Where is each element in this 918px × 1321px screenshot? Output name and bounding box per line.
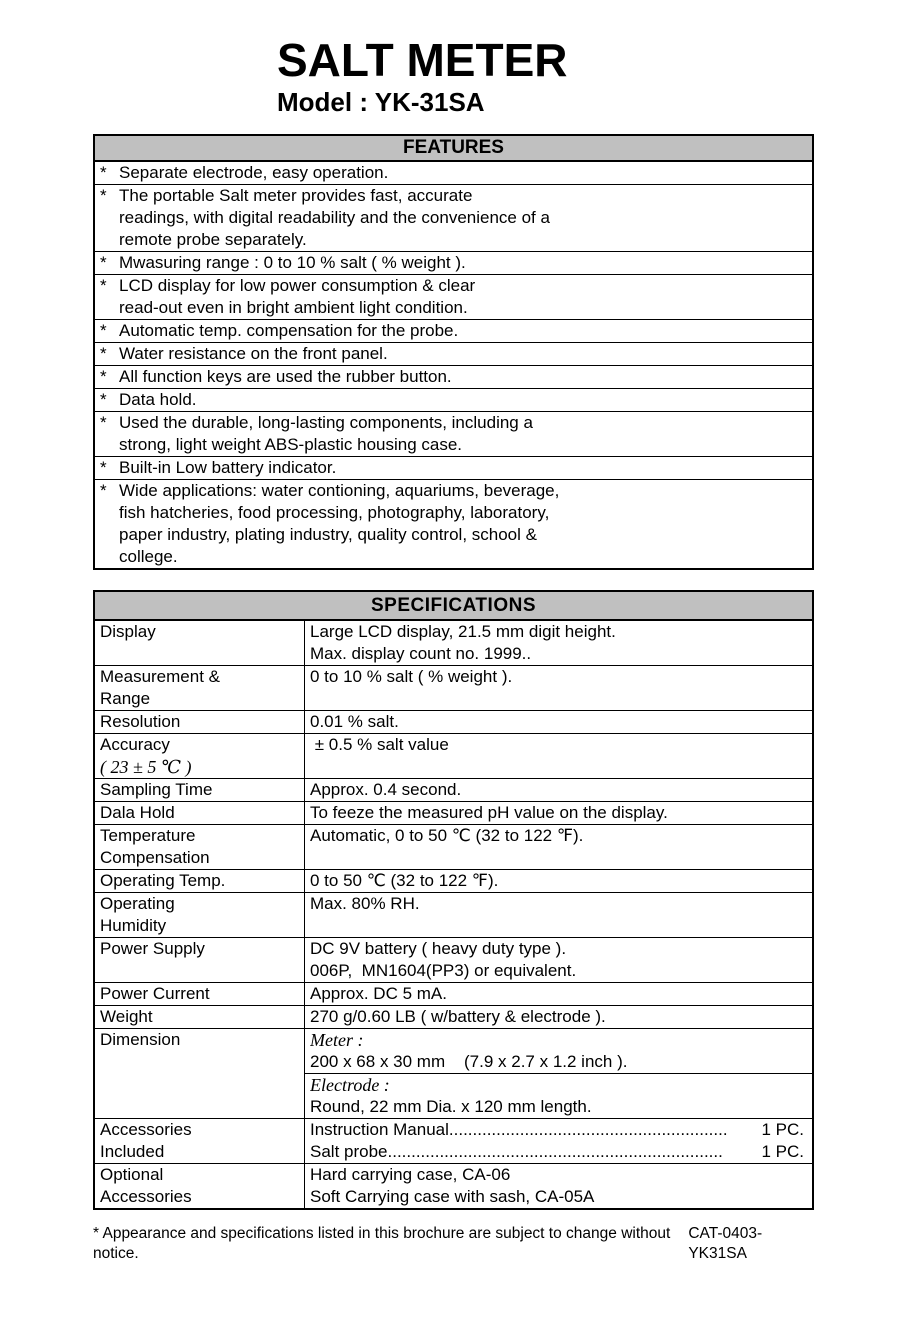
spec-label-line: Power Supply	[100, 939, 205, 958]
spec-value-cell	[305, 1029, 812, 1118]
feature-row	[95, 342, 812, 365]
feature-line: The portable Salt meter provides fast, accurate	[119, 186, 473, 205]
feature-line: LCD display for low power consumption & clear	[119, 276, 476, 295]
feature-line: Wide applications: water contioning, aquariums, beverage,	[119, 481, 560, 500]
spec-label-cell	[95, 779, 305, 801]
feature-text	[119, 366, 812, 388]
features-header: FEATURES	[95, 136, 812, 162]
spec-value-cell	[305, 1119, 812, 1163]
spec-value-text: 0.01 % salt.	[310, 712, 399, 731]
spec-row	[95, 982, 812, 1005]
spec-value-cell	[305, 983, 812, 1005]
feature-line: All function keys are used the rubber button.	[119, 367, 452, 386]
footer	[93, 1224, 814, 1264]
spec-label-cell	[95, 1164, 305, 1208]
spec-row	[95, 937, 812, 982]
model-subtitle: Model : YK-31SA	[277, 87, 485, 117]
feature-text	[119, 457, 812, 479]
footer-note: * Appearance and specifications listed in this brochure are subject to change without notice.	[93, 1225, 671, 1262]
spec-value-cell	[305, 1164, 812, 1208]
spec-label-line: Range	[100, 689, 151, 708]
spec-value-line	[310, 1096, 812, 1118]
asterisk-bullet: *	[100, 458, 107, 477]
feature-row	[95, 251, 812, 274]
spec-label-line: Weight	[100, 1007, 153, 1026]
feature-row	[95, 365, 812, 388]
feature-text	[119, 185, 812, 251]
spec-label-cell	[95, 621, 305, 665]
spec-value-line	[310, 960, 812, 982]
feature-line: readings, with digital readability and the convenience of a	[119, 208, 550, 227]
spec-label-line: Compensation	[100, 848, 210, 867]
spec-value-block	[305, 734, 812, 756]
spec-value-block	[305, 870, 812, 892]
feature-line: Built-in Low battery indicator.	[119, 458, 337, 477]
spec-value-line	[310, 870, 812, 892]
spec-value-text: 200 x 68 x 30 mm (7.9 x 2.7 x 1.2 inch ).	[310, 1052, 628, 1071]
feature-line: college.	[119, 547, 178, 566]
spec-label-cell	[95, 666, 305, 710]
spec-value-line	[310, 1141, 812, 1163]
spec-value-text: Soft Carrying case with sash, CA-05A	[310, 1187, 595, 1206]
asterisk-bullet: *	[100, 186, 107, 205]
spec-value-line	[310, 1006, 812, 1028]
spec-value-qty: 1 PC.	[761, 1120, 804, 1139]
spec-value-line	[310, 825, 812, 847]
feature-text	[119, 389, 812, 411]
spec-value-line	[310, 779, 812, 801]
spec-value-text: Round, 22 mm Dia. x 120 mm length.	[310, 1097, 592, 1116]
spec-value-block	[305, 1073, 812, 1118]
spec-value-text: Approx. 0.4 second.	[310, 780, 462, 799]
spec-value-line	[310, 666, 812, 688]
spec-value-line	[310, 621, 812, 643]
spec-value-block	[305, 825, 812, 847]
spec-label-line: Accessories	[100, 1120, 192, 1139]
spec-label-cell	[95, 734, 305, 778]
feature-text	[119, 162, 812, 184]
spec-label-cell	[95, 1119, 305, 1163]
footer-catalog-code: CAT-0403-YK31SA	[688, 1225, 763, 1262]
feature-row	[95, 319, 812, 342]
spec-value-line	[310, 711, 812, 733]
spec-value-block	[305, 802, 812, 824]
spec-label-cell	[95, 825, 305, 869]
specifications-rows	[95, 621, 812, 1208]
spec-value-line	[310, 893, 812, 915]
spec-label-line: Power Current	[100, 984, 210, 1003]
spec-value-text: Automatic, 0 to 50 ℃ (32 to 122 ℉).	[310, 826, 584, 845]
spec-label-line: Accuracy	[100, 735, 170, 754]
spec-row	[95, 1118, 812, 1163]
spec-label-line: Dala Hold	[100, 803, 175, 822]
feature-row	[95, 184, 812, 251]
spec-label-cell	[95, 1029, 305, 1118]
spec-value-text: Max. 80% RH.	[310, 894, 420, 913]
spec-value-text: DC 9V battery ( heavy duty type ).	[310, 939, 567, 958]
feature-row	[95, 274, 812, 319]
asterisk-bullet: *	[100, 253, 107, 272]
spec-label-cell	[95, 1006, 305, 1028]
spec-row	[95, 778, 812, 801]
feature-text	[119, 412, 812, 456]
spec-value-cell	[305, 779, 812, 801]
spec-row	[95, 869, 812, 892]
spec-value-cell	[305, 938, 812, 982]
asterisk-bullet: *	[100, 276, 107, 295]
feature-row	[95, 411, 812, 456]
feature-line: Used the durable, long-lasting components, including a	[119, 413, 533, 432]
spec-value-text: 270 g/0.60 LB ( w/battery & electrode ).	[310, 1007, 606, 1026]
asterisk-bullet: *	[100, 367, 107, 386]
spec-value-block	[305, 983, 812, 1005]
spec-value-cell	[305, 621, 812, 665]
feature-text	[119, 343, 812, 365]
spec-value-block	[305, 711, 812, 733]
spec-row	[95, 892, 812, 937]
spec-value-line	[310, 983, 812, 1005]
spec-row	[95, 665, 812, 710]
spec-value-line	[310, 1074, 812, 1096]
spec-label-cell	[95, 870, 305, 892]
spec-label-cell	[95, 983, 305, 1005]
spec-value-block	[305, 666, 812, 688]
asterisk-bullet: *	[100, 481, 107, 500]
spec-value-line	[310, 1029, 812, 1051]
feature-line: Water resistance on the front panel.	[119, 344, 388, 363]
features-list	[95, 162, 812, 568]
spec-row	[95, 710, 812, 733]
asterisk-bullet: *	[100, 413, 107, 432]
spec-value-line	[310, 734, 812, 756]
spec-value-line	[310, 938, 812, 960]
spec-value-cell	[305, 734, 812, 778]
spec-value-cell	[305, 893, 812, 937]
spec-value-block	[305, 1164, 812, 1208]
asterisk-bullet: *	[100, 344, 107, 363]
spec-value-cell	[305, 666, 812, 710]
asterisk-bullet: *	[100, 390, 107, 409]
spec-label-line: Operating Temp.	[100, 871, 226, 890]
spec-value-text: Max. display count no. 1999..	[310, 644, 532, 663]
feature-text	[119, 252, 812, 274]
feature-row	[95, 162, 812, 184]
spec-value-text: 0 to 10 % salt ( % weight ).	[310, 667, 513, 686]
spec-value-block	[305, 893, 812, 915]
spec-row	[95, 733, 812, 778]
feature-row	[95, 388, 812, 411]
spec-value-cell	[305, 711, 812, 733]
feature-row	[95, 479, 812, 568]
spec-value-line	[310, 802, 812, 824]
spec-label-line: Display	[100, 622, 156, 641]
spec-label-line: Included	[100, 1142, 165, 1161]
spec-label-cell	[95, 802, 305, 824]
spec-value-line	[310, 1051, 812, 1073]
spec-label-line: Operating	[100, 894, 175, 913]
spec-value-cell	[305, 802, 812, 824]
spec-label-line: Accessories	[100, 1187, 192, 1206]
spec-value-block	[305, 1119, 812, 1163]
spec-value-text: 006P, MN1604(PP3) or equivalent.	[310, 961, 577, 980]
spec-value-text: Salt probe.......................................................................	[310, 1142, 723, 1161]
spec-value-text: Approx. DC 5 mA.	[310, 984, 447, 1003]
feature-line: paper industry, plating industry, quality control, school &	[119, 525, 537, 544]
spec-value-qty: 1 PC.	[761, 1142, 804, 1161]
feature-line: Automatic temp. compensation for the probe.	[119, 321, 459, 340]
spec-value-line	[310, 643, 812, 665]
spec-value-cell	[305, 870, 812, 892]
spec-value-text: Hard carrying case, CA-06	[310, 1165, 511, 1184]
spec-row	[95, 824, 812, 869]
spec-label-cell	[95, 938, 305, 982]
spec-label-line: Temperature	[100, 826, 196, 845]
spec-label-line: Resolution	[100, 712, 181, 731]
spec-value-text: Meter :	[310, 1030, 364, 1050]
spec-label-line: Optional	[100, 1165, 164, 1184]
feature-line: read-out even in bright ambient light condition.	[119, 298, 468, 317]
spec-row	[95, 1005, 812, 1028]
spec-value-text: Large LCD display, 21.5 mm digit height.	[310, 622, 616, 641]
asterisk-bullet: *	[100, 321, 107, 340]
spec-value-text: Instruction Manual...........................................................	[310, 1120, 728, 1139]
feature-line: fish hatcheries, food processing, photography, laboratory,	[119, 503, 550, 522]
specifications-table	[93, 590, 814, 1210]
spec-value-line	[310, 1164, 812, 1186]
spec-label-line: Measurement &	[100, 667, 220, 686]
feature-text	[119, 275, 812, 319]
spec-label-cell	[95, 711, 305, 733]
spec-value-line	[310, 1119, 812, 1141]
spec-value-text: ± 0.5 % salt value	[310, 735, 449, 754]
spec-value-text: 0 to 50 ℃ (32 to 122 ℉).	[310, 871, 499, 890]
feature-text	[119, 480, 812, 568]
spec-value-text: Electrode :	[310, 1075, 390, 1095]
spec-row	[95, 1163, 812, 1208]
asterisk-bullet: *	[100, 163, 107, 182]
spec-label-line: Dimension	[100, 1030, 181, 1049]
page-title: SALT METER	[277, 34, 568, 86]
spec-value-line	[310, 1186, 812, 1208]
spec-value-block	[305, 1029, 812, 1073]
spec-label-line: Humidity	[100, 916, 167, 935]
spec-label-line: Sampling Time	[100, 780, 213, 799]
spec-value-block	[305, 1006, 812, 1028]
feature-line: Data hold.	[119, 390, 197, 409]
features-table	[93, 134, 814, 570]
specifications-header: SPECIFICATIONS	[95, 592, 812, 621]
feature-line: Mwasuring range : 0 to 10 % salt ( % weight ).	[119, 253, 466, 272]
spec-row	[95, 621, 812, 665]
feature-text	[119, 320, 812, 342]
spec-value-block	[305, 779, 812, 801]
spec-row	[95, 801, 812, 824]
spec-row	[95, 1028, 812, 1118]
spec-value-block	[305, 621, 812, 665]
feature-row	[95, 456, 812, 479]
feature-line: Separate electrode, easy operation.	[119, 163, 389, 182]
spec-label-line: ( 23 ± 5 ℃ )	[100, 757, 192, 777]
title-block	[277, 34, 567, 116]
feature-line: remote probe separately.	[119, 230, 307, 249]
spec-value-cell	[305, 1006, 812, 1028]
spec-value-text: To feeze the measured pH value on the display.	[310, 803, 668, 822]
spec-value-block	[305, 938, 812, 982]
feature-line: strong, light weight ABS-plastic housing case.	[119, 435, 463, 454]
spec-label-cell	[95, 893, 305, 937]
spec-value-cell	[305, 825, 812, 869]
